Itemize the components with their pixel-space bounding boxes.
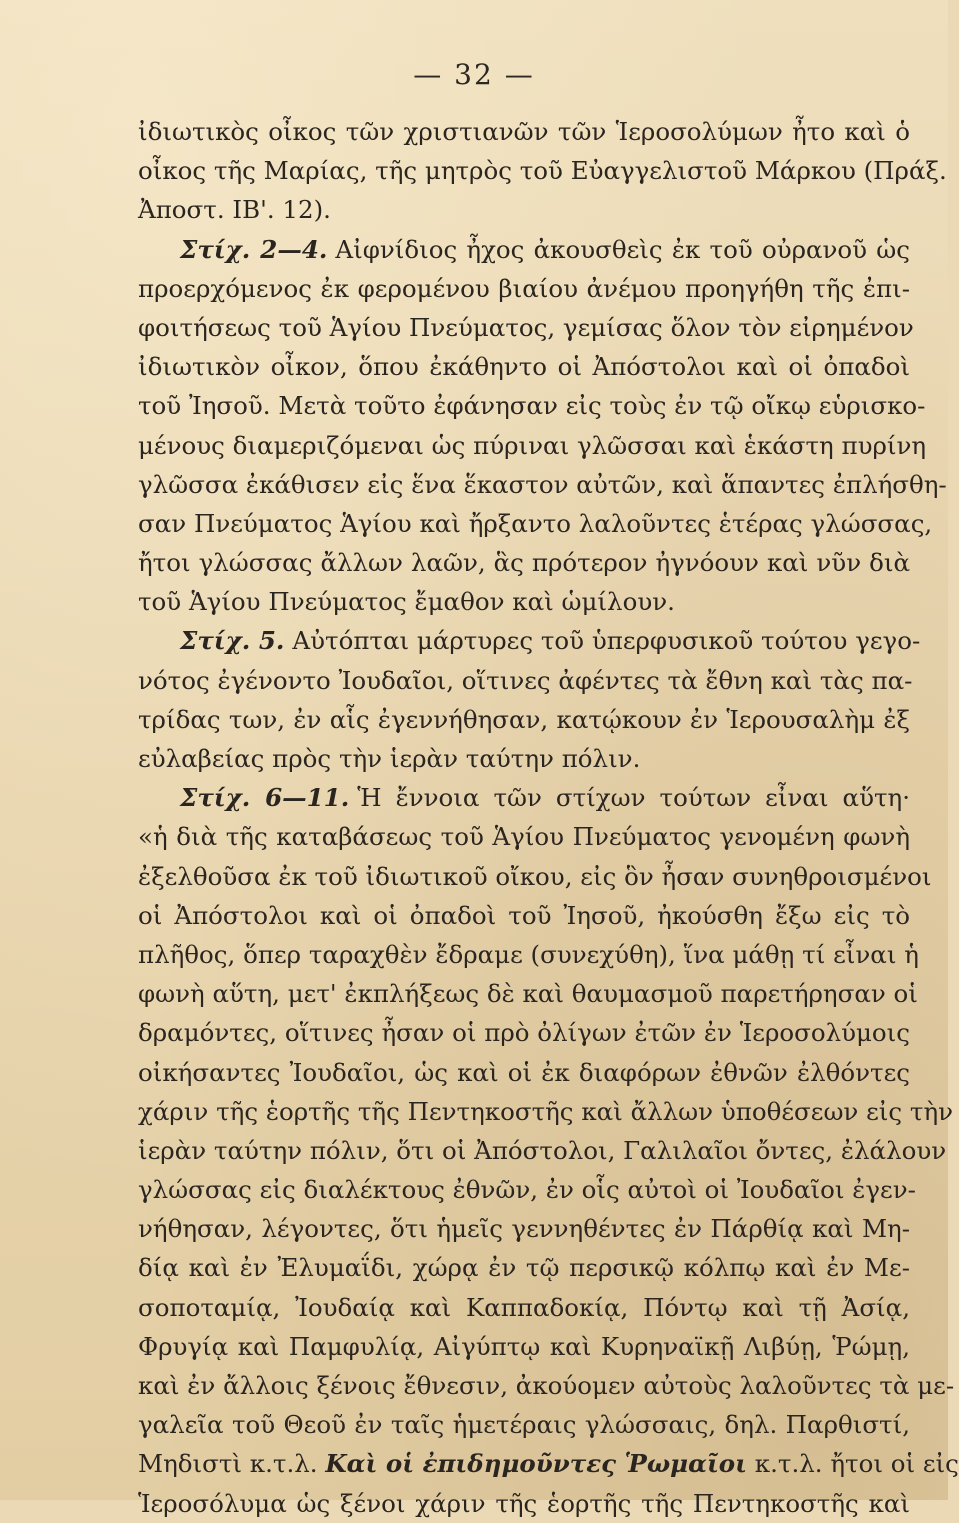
text-line: Ἱεροσόλυμα ὡς ξένοι χάριν τῆς ἑορτῆς τῆς Πεντηκοστῆς καὶ [138,1488,910,1518]
text-line: τοῦ Ἁγίου Πνεύματος ἔμαθον καὶ ὡμίλουν. [138,587,675,617]
text-line: ἰδιωτικὸς οἶκος τῶν χριστιανῶν τῶν Ἱεροσολύμων ἦτο καὶ ὁ [138,117,910,146]
page-number: — 32 — [413,58,535,91]
text-line: Ἀποστ. ΙΒ'. 12). [138,195,331,225]
text-line: δραμόντες, οἵτινες ἦσαν οἱ πρὸ ὀλίγων ἐτῶν ἐν Ἱεροσολύμοις [138,1018,910,1048]
text-line: γαλεῖα τοῦ Θεοῦ ἐν ταῖς ἡμετέραις γλώσσαις, δηλ. Παρθιστί, [138,1410,910,1440]
text-line: ἤτοι γλώσσας ἄλλων λαῶν, ἃς πρότερον ἠγνόουν καὶ νῦν διὰ [138,548,910,578]
verse-reference: Στίχ. 5. [180,626,285,656]
text-block [138,112,959,1523]
text-run: κ.τ.λ. ἤτοι οἱ εἰς [747,1449,959,1479]
text-line: εὐλαβείας πρὸς τὴν ἱερὰν ταύτην πόλιν. [138,744,641,773]
emphasized-quote: Καὶ οἱ ἐπιδημοῦντες Ῥωμαῖοι [325,1449,747,1479]
text-line: γλῶσσα ἐκάθισεν εἰς ἕνα ἕκαστον αὐτῶν, καὶ ἅπαντες ἐπλήσθη- [138,469,947,499]
text-line: οἶκος τῆς Μαρίας, τῆς μητρὸς τοῦ Εὐαγγελιστοῦ Μάρκου (Πράξ. [138,156,947,186]
verse-heading-line [138,621,921,660]
text-line: ἰδιωτικὸν οἶκον, ὅπου ἐκάθηντο οἱ Ἀπόστολοι καὶ οἱ ὀπαδοὶ [138,352,910,382]
text-line: σοποταμίᾳ, Ἰουδαίᾳ καὶ Καππαδοκίᾳ, Πόντῳ καὶ τῇ Ἀσίᾳ, [138,1292,910,1322]
text-run: Μηδιστὶ κ.τ.λ. [138,1449,326,1479]
verse-heading-line [138,230,910,269]
text-line: ἐξελθοῦσα ἐκ τοῦ ἰδιωτικοῦ οἴκου, εἰς ὃν ἦσαν συνηθροισμένοι [138,861,932,891]
text-run: Αἰφνίδιος ἦχος ἀκουσθεὶς ἐκ τοῦ οὐρανοῦ ὡς [335,234,910,264]
text-line: πλῆθος, ὅπερ ταραχθὲν ἔδραμε (συνεχύθη), ἵνα μάθῃ τί εἶναι ἡ [138,939,919,969]
text-line: «ἡ διὰ τῆς καταβάσεως τοῦ Ἁγίου Πνεύματος γενομένη φωνὴ [138,822,910,852]
text-run: Ἡ ἔννοια τῶν στίχων τούτων εἶναι αὕτη· [357,783,910,813]
text-line: χάριν τῆς ἑορτῆς τῆς Πεντηκοστῆς καὶ ἄλλων ὑποθέσεων εἰς τὴν [138,1096,954,1126]
text-line: καὶ ἐν ἄλλοις ξένοις ἔθνεσιν, ἀκούομεν αὐτοὺς λαλοῦντες τὰ με- [138,1371,955,1400]
text-line: σαν Πνεύματος Ἁγίου καὶ ἤρξαντο λαλοῦντες ἑτέρας γλώσσας, [138,508,933,538]
text-line: οἱ Ἀπόστολοι καὶ οἱ ὀπαδοὶ τοῦ Ἰησοῦ, ἠκούσθη ἔξω εἰς τὸ [138,900,910,930]
text-run: Αὐτόπται μάρτυρες τοῦ ὑπερφυσικοῦ τούτου γεγο- [292,626,921,656]
text-line: νότος ἐγένοντο Ἰουδαῖοι, οἵτινες ἀφέντες τὰ ἔθνη καὶ τὰς πα- [138,665,913,695]
verse-reference: Στίχ. 2—4. [180,234,328,264]
text-line: ἱερὰν ταύτην πόλιν, ὅτι οἱ Ἀπόστολοι, Γαλιλαῖοι ὄντες, ἐλάλουν [138,1135,947,1165]
text-line: φοιτήσεως τοῦ Ἁγίου Πνεύματος, γεμίσας ὅλον τὸν εἰρημένον [138,312,914,342]
text-line: γλώσσας εἰς διαλέκτους ἐθνῶν, ἐν οἷς αὐτοὶ οἱ Ἰουδαῖοι ἐγεν- [138,1175,916,1205]
text-line: τρίδας των, ἐν αἷς ἐγεννήθησαν, κατῴκουν ἐν Ἱερουσαλὴμ ἐξ [138,704,910,734]
text-line: Φρυγίᾳ καὶ Παμφυλίᾳ, Αἰγύπτῳ καὶ Κυρηναϊκῇ Λιβύῃ, Ῥώμῃ, [138,1331,910,1361]
text-line: μένους διαμεριζόμεναι ὡς πύριναι γλῶσσαι καὶ ἑκάστη πυρίνη [138,430,927,460]
emphasis-line [138,1444,959,1483]
text-line: φωνὴ αὕτη, μετ' ἐκπλήξεως δὲ καὶ θαυμασμοῦ παρετήρησαν οἱ [138,979,918,1009]
text-line: νήθησαν, λέγοντες, ὅτι ἡμεῖς γεννηθέντες ἐν Πάρθίᾳ καὶ Μη- [138,1214,910,1244]
text-line: δίᾳ καὶ ἐν Ἐλυμαΐδι, χώρᾳ ἐν τῷ περσικῷ κόλπῳ καὶ ἐν Με- [138,1253,910,1283]
text-line: τοῦ Ἰησοῦ. Μετὰ τοῦτο ἐφάνησαν εἰς τοὺς ἐν τῷ οἴκῳ εὑρισκο- [138,391,926,421]
verse-heading-line [138,778,910,817]
text-line: οἰκήσαντες Ἰουδαῖοι, ὡς καὶ οἱ ἐκ διαφόρων ἐθνῶν ἐλθόντες [138,1057,910,1087]
verse-reference: Στίχ. 6—11. [180,783,350,813]
text-line: προερχόμενος ἐκ φερομένου βιαίου ἀνέμου προηγήθη τῆς ἐπι- [138,273,910,303]
